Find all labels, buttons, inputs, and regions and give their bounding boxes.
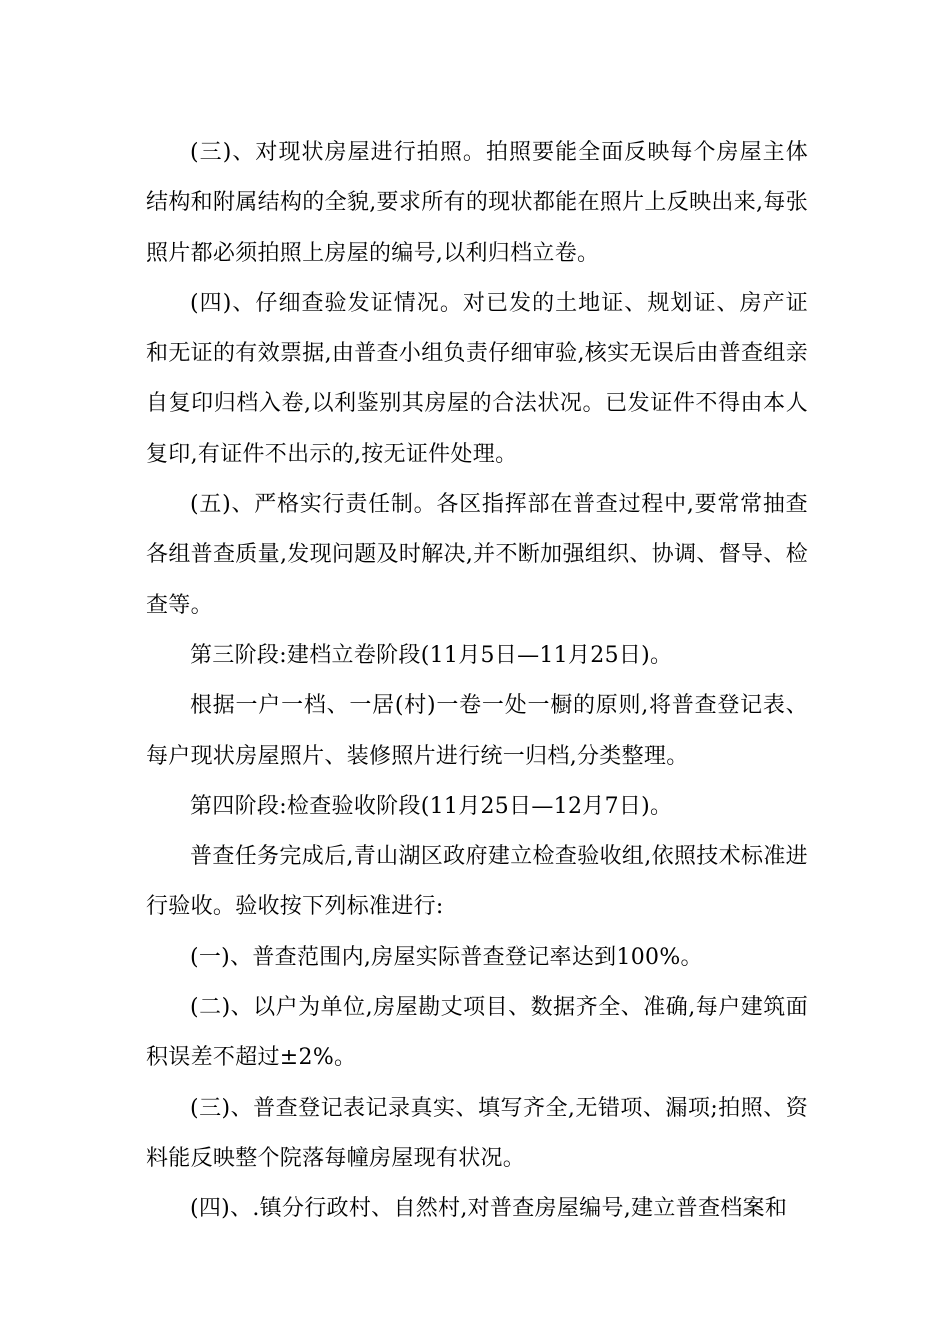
paragraph-criterion-four: (四)、.镇分行政村、自然村,对普查房屋编号,建立普查档案和 xyxy=(190,1196,788,1222)
paragraph-stage-four-heading: 第四阶段:检查验收阶段(11月25日—12月7日)。 xyxy=(190,793,673,819)
paragraph-responsibility-system: (五)、严格实行责任制。各区指挥部在普查过程中,要常常抽查各组普查质量,发现问题及时解决,并不断加强组织、协调、督导、检查等。 xyxy=(146,492,808,618)
paragraph-photograph-houses: (三)、对现状房屋进行拍照。拍照要能全面反映每个房屋主体结构和附属结构的全貌,要求所有的现状都能在照片上反映出来,每张照片都必须拍照上房屋的编号,以利归档立卷。 xyxy=(146,140,808,266)
paragraph-criterion-three: (三)、普查登记表记录真实、填写齐全,无错项、漏项;拍照、资料能反映整个院落每幢房屋现有状况。 xyxy=(146,1095,808,1171)
paragraph-archiving-principle: 根据一户一档、一居(村)一卷一处一橱的原则,将普查登记表、每户现状房屋照片、装修照片进行统一归档,分类整理。 xyxy=(146,693,808,769)
paragraph-stage-three-heading: 第三阶段:建档立卷阶段(11月5日—11月25日)。 xyxy=(190,642,673,668)
paragraph-criterion-one: (一)、普查范围内,房屋实际普查登记率达到100%。 xyxy=(190,944,703,970)
paragraph-verify-certificates: (四)、仔细查验发证情况。对已发的土地证、规划证、房产证和无证的有效票据,由普查小组负责仔细审验,核实无误后由普查组亲自复印归档入卷,以利鉴别其房屋的合法状况。已发证件不得由本人复印,有证件不出示的,按无证件处理。 xyxy=(146,290,808,467)
paragraph-acceptance-intro: 普查任务完成后,青山湖区政府建立检查验收组,依照技术标准进行验收。验收按下列标准进行: xyxy=(146,844,808,920)
document-body xyxy=(146,128,808,1235)
paragraph-criterion-two: (二)、以户为单位,房屋勘丈项目、数据齐全、准确,每户建筑面积误差不超过±2%。 xyxy=(146,995,808,1071)
